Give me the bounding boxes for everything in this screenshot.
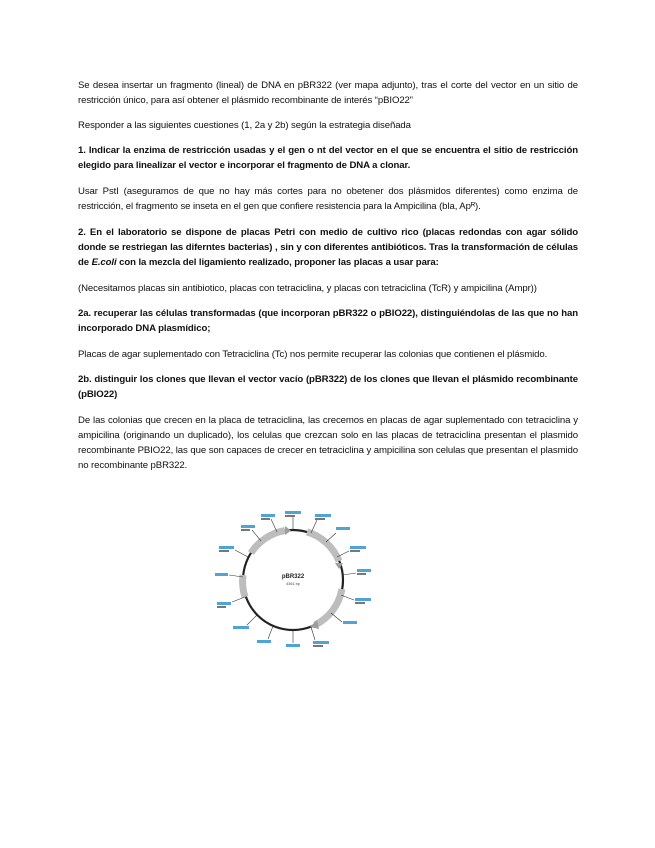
question-2-text-a: 2. En el laboratorio se dispone de placas Petri con medio de cultivo rico (placas redondas con agar sólido donde se restriegan las diferntes bacterias) , sin y con diferentes antibióticos. Tras la transformación de células de [78,227,578,268]
gene-arc-tet [307,532,339,561]
gene-arrowhead-1 [285,526,291,535]
intro-paragraph: Se desea insertar un fragmento (lineal) de DNA en pBR322 (ver mapa adjunto), tras el corte del vector en un sitio de restricción único, para así obtener el plásmido recombinante de interés “pBIO22” [78,80,578,106]
plasmid-name-label: pBR322 [281,574,305,580]
question-2 [78,225,578,270]
answer-2a: Placas de agar suplementado con Tetraciclina (Tc) nos permite recuperar las colonias que contienen el plásmido. [78,349,548,360]
gene-arc-1 [251,531,285,553]
question-2b: 2b. distinguir los clones que llevan el vector vacío (pBR322) de los clones que llevan el plásmido recombinante (pBIO22) [78,374,578,400]
instruction-paragraph: Responder a las siguientes cuestiones (1, 2a y 2b) según la estrategia diseñada [78,120,411,131]
question-1: 1. Indicar la enzima de restricción usadas y el gen o nt del vector en el que se encuentra el sitio de restricción elegido para linealizar el vector e incorporar el fragmento de DNA a clonar. [78,145,578,171]
gene-arc-bla [315,589,342,625]
answer-2b: De las colonias que crecen en la placa de tetraciclina, las crecemos en placas de agar suplementado con tetraciclina y ampicilina (originando un duplicado), los celulas que crezcan solo en las placas de tetraciclina presentan el plasmido recombinante PBIO22, las que son capaces de crecer en tetraciclina y ampicilina son celulas que presentan el plasmido no recombinante pBR322. [78,415,578,471]
question-2a: 2a. recuperar las células transformadas (que incorporan pBR322 o pBIO22), distinguiéndolas de las que no han incorporado DNA plasmídico; [78,308,578,334]
question-2-text-b: con la mezcla del ligamiento realizado, proponer las placas a usar para: [116,257,439,268]
gene-arc-rop [243,575,245,597]
restriction-site-ticks [229,517,356,643]
pbr322-plasmid-map [215,505,385,650]
answer-2: (Necesitamos placas sin antibiotico, placas con tetraciclina, y placas con tetraciclina (TcR) y ampicilina (Ampr)) [78,283,537,294]
plasmid-size-label: 4361 bp [286,582,300,586]
answer-1: Usar PstI (aseguramos de que no hay más cortes para no obetener dos plásmidos diferentes) como enzima de restricción, el fragmento se inseta en el gen que confiere resistencia para la Ampicilina (bla, Apᴿ). [78,186,578,212]
question-2-italic: E.coli [91,257,117,268]
